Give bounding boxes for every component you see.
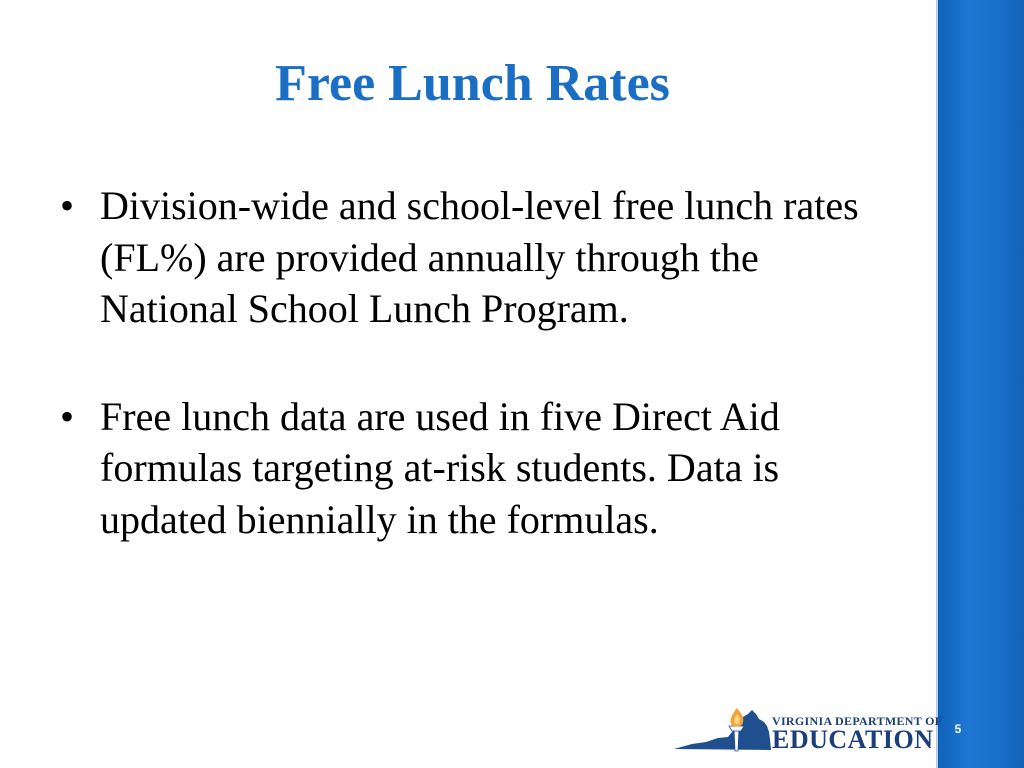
bullet-text: Division-wide and school-level free lunch rates (FL%) are provided annually through the National School Lunch Program. xyxy=(100,183,859,331)
page-number: 5 xyxy=(954,722,962,736)
bullet-item xyxy=(60,391,880,546)
bullet-list xyxy=(60,180,880,545)
bullet-item xyxy=(60,180,880,335)
vdoe-logo xyxy=(672,702,943,756)
virginia-state-map-with-torch-icon xyxy=(672,702,772,756)
slide-title: Free Lunch Rates xyxy=(275,55,670,112)
logo-text-line2: EDUCATION xyxy=(772,725,934,754)
bullet-text: Free lunch data are used in five Direct Aid formulas targeting at-risk students. Data is updated biennially in the formulas. xyxy=(100,393,780,542)
side-bar xyxy=(938,0,1024,768)
logo-text-line1: VIRGINIA DEPARTMENT OF xyxy=(772,714,943,728)
bullet-dot: • xyxy=(60,183,75,228)
bullet-dot: • xyxy=(60,393,75,439)
